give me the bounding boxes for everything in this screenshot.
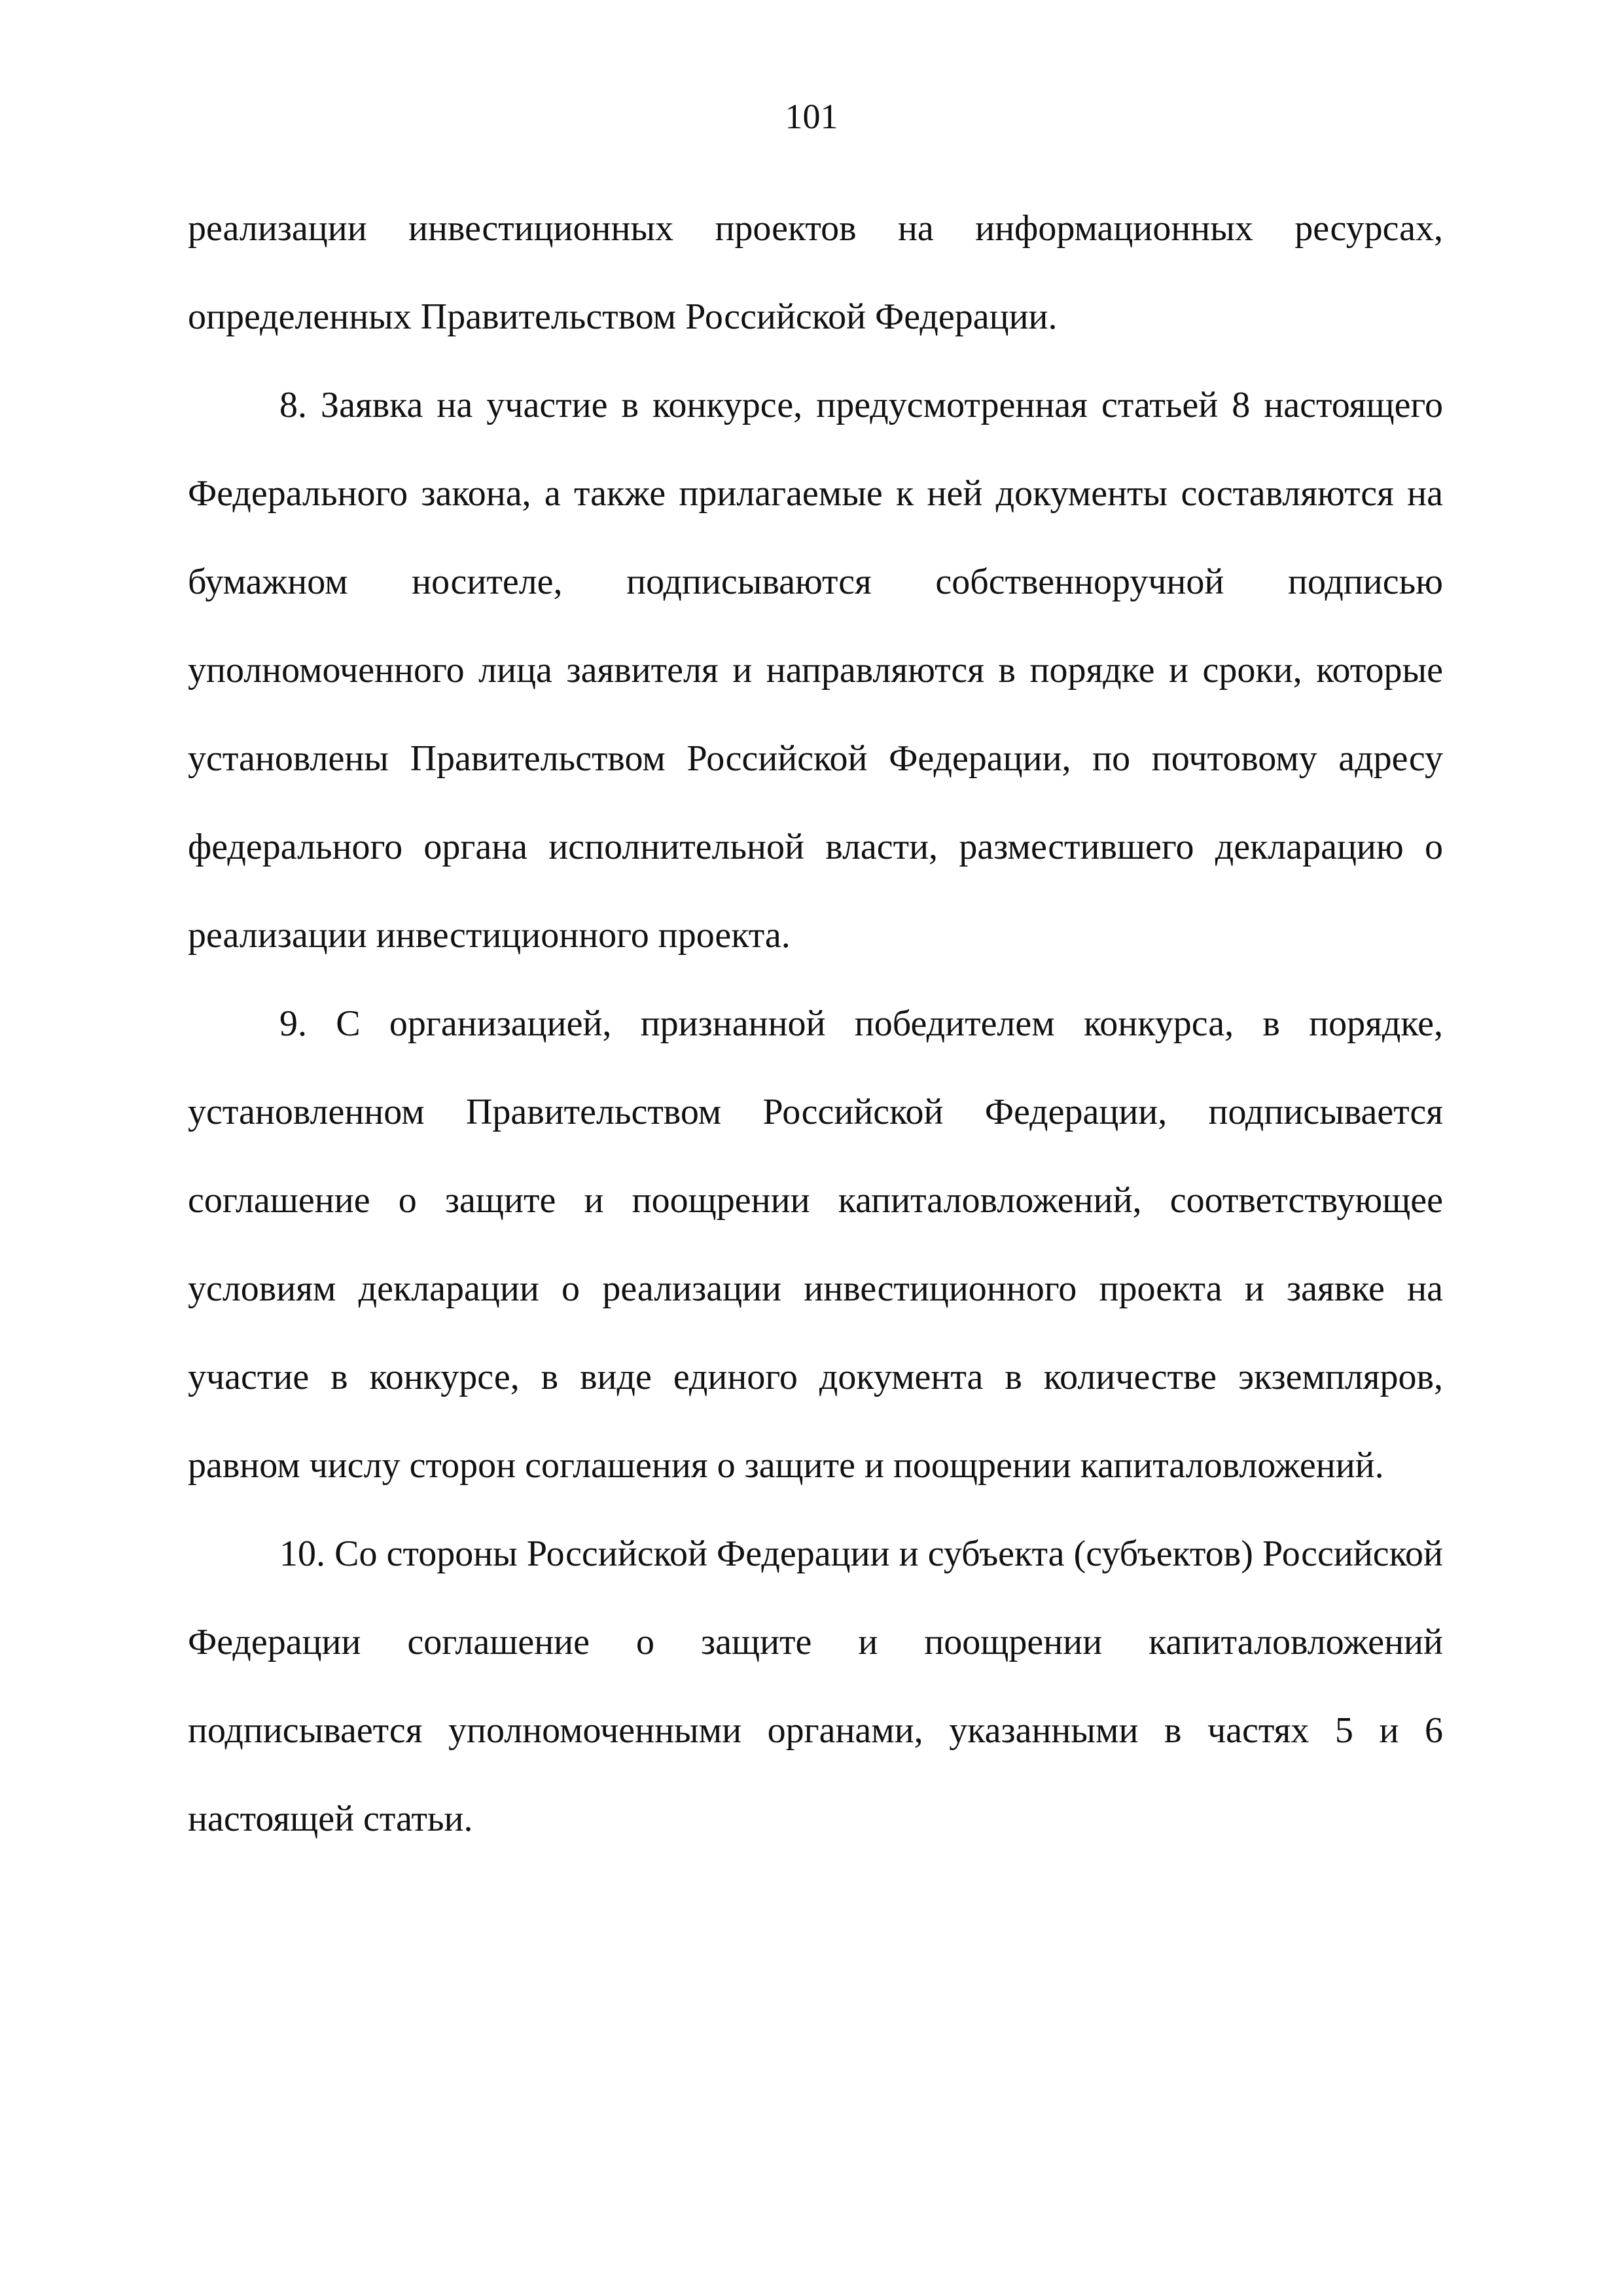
paragraph-item-9: 9. С организацией, признанной победителем конкурса, в порядке, установленном Правительством Российской Федерации, подписывается соглашение о защите и поощрении капиталовложений, соответствующее условиям декларации о реализации инвестиционного проекта и заявке на участие в конкурсе, в виде единого документа в количестве экземпляров, равном числу сторон соглашения о защите и поощрении капиталовложений. xyxy=(188,1003,1443,1486)
document-body xyxy=(188,185,1443,1863)
paragraph-item-8: 8. Заявка на участие в конкурсе, предусмотренная статьей 8 настоящего Федерального закона, а также прилагаемые к ней документы составляются на бумажном носителе, подписываются собственноручной подписью уполномоченного лица заявителя и направляются в порядке и сроки, которые установлены Правительством Российской Федерации, по почтовому адресу федерального органа исполнительной власти, разместившего декларацию о реализации инвестиционного проекта. xyxy=(188,385,1443,956)
page-number: 101 xyxy=(785,97,838,136)
paragraph-item-10: 10. Со стороны Российской Федерации и субъекта (субъектов) Российской Федерации соглашение о защите и поощрении капиталовложений подписывается уполномоченными органами, указанными в частях 5 и 6 настоящей статьи. xyxy=(188,1534,1443,1839)
paragraph-continuation: реализации инвестиционных проектов на информационных ресурсах, определенных Правительством Российской Федерации. xyxy=(188,208,1443,337)
